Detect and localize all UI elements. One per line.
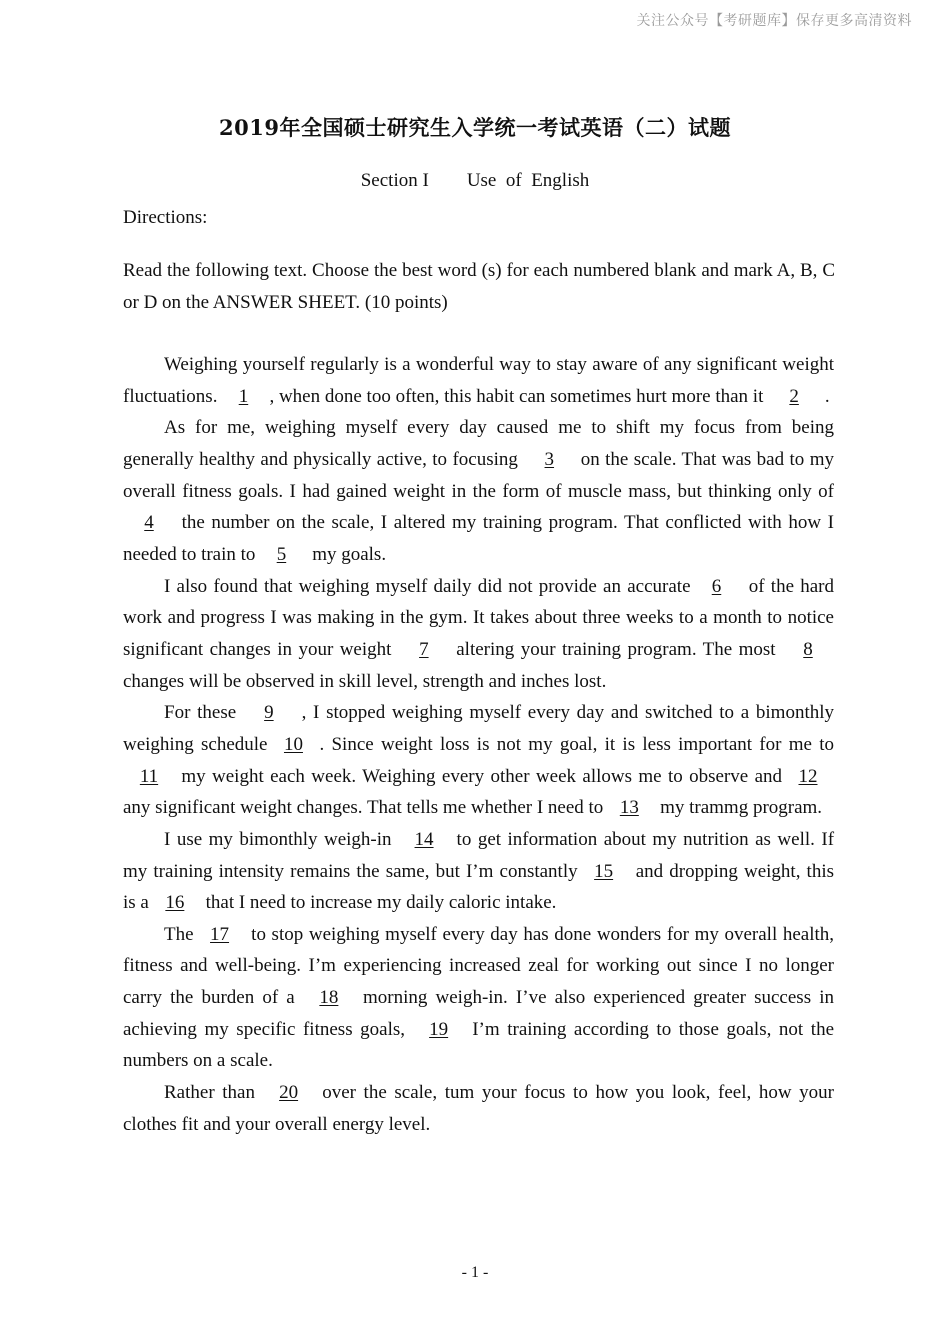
section-name: Use of English <box>466 170 590 191</box>
passage-text: , when done too often, this habit can sometimes hurt more than it <box>269 385 764 407</box>
blank-18: 18 <box>319 987 339 1009</box>
passage-text: any significant weight changes. That tells me whether I need to <box>123 797 604 819</box>
paragraph-5 <box>123 824 834 919</box>
paragraph-1 <box>123 349 834 412</box>
passage-text: my trammg program. <box>660 797 823 819</box>
passage-text: of the hard work and progress I was making in the gym. It takes about three weeks to a month to notice significant changes in your weight <box>123 575 834 660</box>
blank-3: 3 <box>544 448 555 470</box>
section-label: Section I <box>360 170 429 191</box>
passage-text: . <box>824 385 830 407</box>
blank-15: 15 <box>594 860 614 882</box>
blank-7: 7 <box>419 638 429 660</box>
passage-text: on the scale. That was bad to my overall fitness goals. I had gained weight in the form of muscle mass, but thinking only of <box>123 448 834 502</box>
passage-text: and dropping weight, this is a <box>123 860 835 914</box>
passage-text: The <box>164 923 194 945</box>
blank-8: 8 <box>803 638 813 660</box>
passage-text: I also found that weighing myself daily did not provide an accurate <box>164 575 691 597</box>
passage-text: For these <box>164 702 237 724</box>
blank-19: 19 <box>429 1018 449 1040</box>
blank-10: 10 <box>283 733 303 755</box>
blank-6: 6 <box>711 575 722 597</box>
passage-text: to get information about my nutrition as well. If my training intensity remains the same, but I’m constantly <box>123 828 835 882</box>
passage-text: , I stopped weighing myself every day and switched to a bimonthly weighing schedule <box>123 702 834 755</box>
passage-text: As for me, weighing myself every day caused me to shift my focus from being generally healthy and physically active, to focusing <box>123 417 834 470</box>
passage-text: morning weigh-in. I’ve also experienced greater success in achieving my specific fitness goals, <box>123 987 834 1040</box>
blank-14: 14 <box>414 828 434 850</box>
paragraph-6 <box>123 919 834 1077</box>
paragraph-3 <box>123 571 834 698</box>
passage-text: I’m training according to those goals, not the numbers on a scale. <box>123 1018 834 1072</box>
passage-text: altering your training program. The most <box>456 638 776 660</box>
passage-text: that I need to increase my daily caloric intake. <box>205 892 557 914</box>
blank-9: 9 <box>264 702 274 724</box>
passage-text: Rather than <box>164 1082 255 1104</box>
passage-text: I use my bimonthly weigh-in <box>164 828 392 850</box>
blank-5: 5 <box>276 543 287 565</box>
blank-12: 12 <box>798 765 818 787</box>
blank-16: 16 <box>165 892 185 914</box>
passage-text: Weighing yourself regularly is a wonderful way to stay aware of any significant weight fluctuations. <box>123 354 834 407</box>
blank-13: 13 <box>619 797 639 819</box>
passage-text: my goals. <box>312 543 387 565</box>
cloze-passage <box>123 349 834 1140</box>
passage-text: to stop weighing myself every day has done wonders for my overall health, fitness and well-being. I’m experiencing increased zeal for working out since I no longer carry the burden of a <box>123 923 835 1009</box>
paragraph-2 <box>123 412 834 570</box>
watermark-text: 关注公众号【考研题库】保存更多高清资料 <box>636 13 912 29</box>
blank-4: 4 <box>144 512 154 534</box>
blank-11: 11 <box>139 765 159 787</box>
section-heading <box>0 170 950 192</box>
paragraph-7 <box>123 1077 834 1140</box>
paragraph-4 <box>123 697 834 824</box>
passage-text: over the scale, tum your focus to how you look, feel, how your clothes fit and your overall energy level. <box>123 1082 834 1135</box>
passage-text: my weight each week. Weighing every other week allows me to observe and <box>181 765 782 787</box>
exam-title: 2019年全国硕士研究生入学统一考试英语（二）试题 <box>219 115 731 140</box>
passage-text: changes will be observed in skill level, strength and inches lost. <box>123 670 607 692</box>
instructions-text: Read the following text. Choose the best word (s) for each numbered blank and mark A, B, C or D on the ANSWER SHEET. (10 points) <box>123 260 835 313</box>
blank-20: 20 <box>279 1082 299 1104</box>
passage-text: . Since weight loss is not my goal, it is less important for me to <box>319 733 835 755</box>
page-number: - 1 - <box>461 1264 489 1281</box>
directions-label: Directions: <box>123 207 208 228</box>
passage-text: the number on the scale, I altered my training program. That conflicted with how I needed to train to <box>123 512 835 565</box>
blank-1: 1 <box>238 385 249 407</box>
blank-2: 2 <box>789 385 799 407</box>
blank-17: 17 <box>210 923 230 945</box>
